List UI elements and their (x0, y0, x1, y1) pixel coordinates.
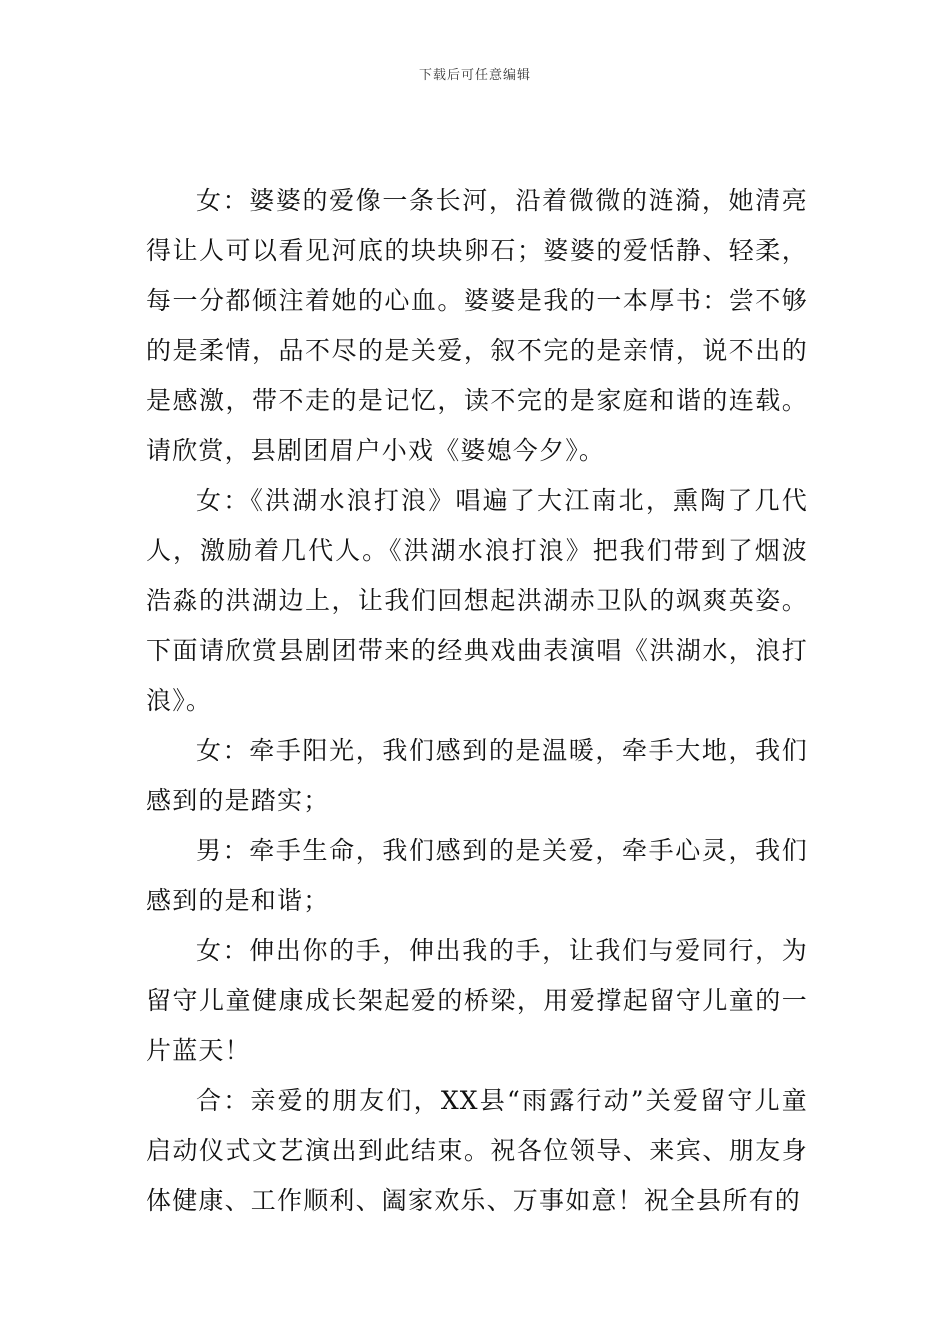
paragraph-hold-hands-sunshine: 女：牵手阳光，我们感到的是温暖，牵手大地，我们感到的是踏实； (146, 736, 808, 815)
paragraph-closing: 合：亲爱的朋友们，XX县“雨露行动”关爱留守儿童启动仪式文艺演出到此结束。祝各位领导、来宾、朋友身体健康、工作顺利、阖家欢乐、万事如意！祝全县所有的 (146, 1086, 808, 1215)
document-body (146, 176, 808, 1226)
paragraph-reach-out: 女：伸出你的手，伸出我的手，让我们与爱同行，为留守儿童健康成长架起爱的桥梁，用爱撑起留守儿童的一片蓝天！ (146, 936, 808, 1065)
paragraph-mother-in-law: 女：婆婆的爱像一条长河，沿着微微的涟漪，她清亮得让人可以看见河底的块块卵石；婆婆的爱恬静、轻柔，每一分都倾注着她的心血。婆婆是我的一本厚书：尝不够的是柔情，品不尽的是关爱，叙不完的是亲情，说不出的是感激，带不走的是记忆，读不完的是家庭和谐的连载。请欣赏，县剧团眉户小戏《婆媳今夕》。 (146, 186, 808, 465)
page-header: 下载后可任意编辑 (418, 68, 531, 83)
paragraph-honghu-water: 女：《洪湖水浪打浪》唱遍了大江南北，熏陶了几代人，激励着几代人。《洪湖水浪打浪》把我们带到了烟波浩淼的洪湖边上，让我们回想起洪湖赤卫队的飒爽英姿。下面请欣赏县剧团带来的经典戏曲表演唱《洪湖水，浪打浪》。 (146, 486, 808, 715)
paragraph-hold-hands-life: 男：牵手生命，我们感到的是关爱，牵手心灵，我们感到的是和谐； (146, 836, 808, 915)
